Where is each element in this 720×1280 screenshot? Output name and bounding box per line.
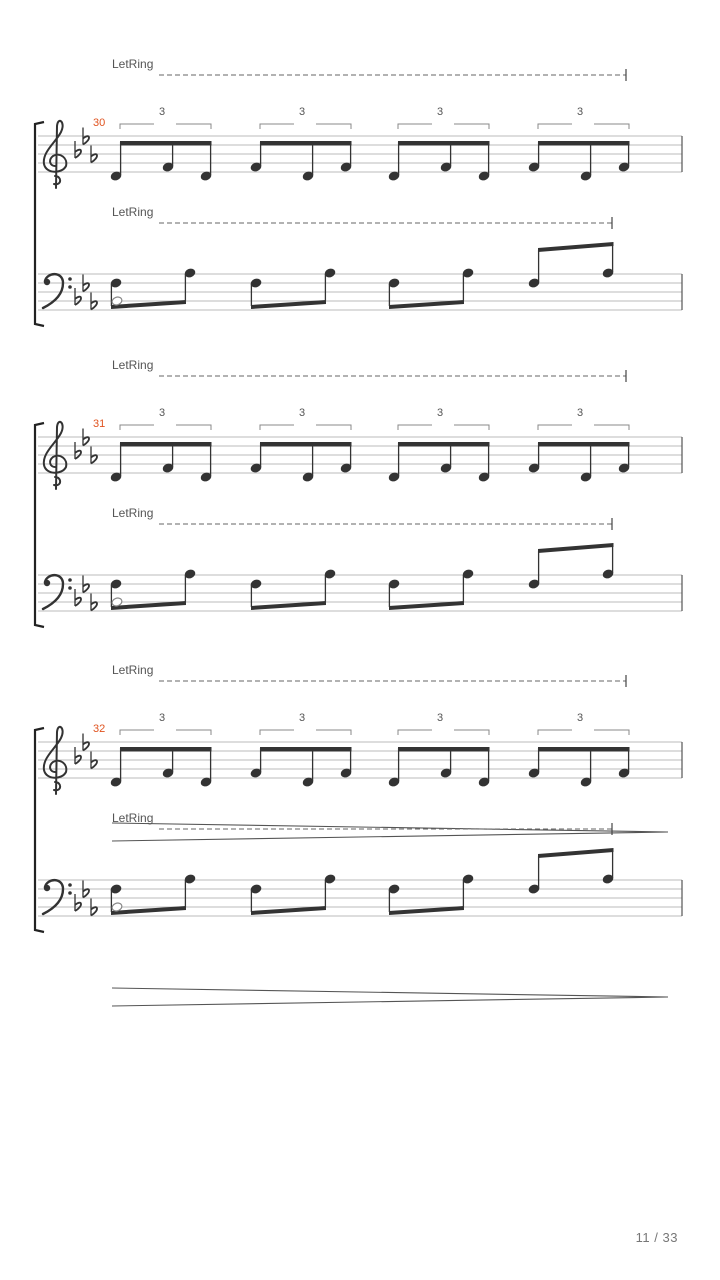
tuplet-bracket xyxy=(260,425,351,430)
page-total: 33 xyxy=(662,1230,678,1245)
flat-sign xyxy=(75,141,81,158)
treble-staff xyxy=(38,712,682,794)
bass-clef-dot xyxy=(68,891,72,895)
let-ring-marking xyxy=(112,205,612,229)
tuplet-number: 3 xyxy=(576,712,584,724)
flat-sign xyxy=(75,894,81,911)
measure-number: 32 xyxy=(93,723,106,735)
tuplet-bracket xyxy=(398,124,489,129)
bass-clef-dot xyxy=(68,883,72,887)
hairpin-lower-line xyxy=(112,832,668,841)
let-ring-label: LetRing xyxy=(112,57,154,71)
tuplet-number: 3 xyxy=(576,407,584,419)
tuplet-bracket xyxy=(260,124,351,129)
beam xyxy=(260,747,352,752)
flat-bowl xyxy=(91,154,97,162)
decrescendo-hairpin xyxy=(112,988,668,1006)
tuplet-number: 3 xyxy=(436,712,444,724)
tuplet-number: 3 xyxy=(158,106,166,118)
bass-staff xyxy=(38,543,682,611)
system-3 xyxy=(35,663,682,1006)
eighth-note-pair xyxy=(528,848,614,894)
bass-clef-dot xyxy=(68,285,72,289)
treble-staff xyxy=(38,407,682,489)
flat-bowl xyxy=(91,301,97,309)
treble-staff xyxy=(38,106,682,188)
beam xyxy=(538,141,630,146)
bass-clef-dot xyxy=(44,279,50,285)
system-1 xyxy=(35,57,682,326)
let-ring-marking xyxy=(112,358,626,382)
hairpin-lower-line xyxy=(112,997,668,1006)
bass-clef-icon xyxy=(43,575,72,609)
system-bracket xyxy=(35,728,44,932)
triplet-group xyxy=(110,407,212,482)
measure-number: 31 xyxy=(93,418,106,430)
beam xyxy=(538,848,614,858)
flat-sign xyxy=(75,288,81,305)
page-separator: / xyxy=(654,1230,659,1245)
bass-clef-icon xyxy=(43,274,72,308)
flat-bowl xyxy=(91,455,97,463)
triplet-group xyxy=(110,106,212,181)
bass-staff xyxy=(38,242,682,310)
beam xyxy=(120,141,212,146)
hairpin-upper-line xyxy=(112,988,668,997)
triplet-group xyxy=(528,712,630,787)
bass-clef-dot xyxy=(68,578,72,582)
beam xyxy=(538,543,614,553)
beam xyxy=(398,747,490,752)
tuplet-number: 3 xyxy=(158,407,166,419)
bass-staff xyxy=(38,848,682,916)
triplet-group xyxy=(528,407,630,482)
beam xyxy=(398,442,490,447)
flat-bowl xyxy=(91,760,97,768)
flat-sign xyxy=(75,442,81,459)
system-2 xyxy=(35,358,682,627)
tuplet-number: 3 xyxy=(436,106,444,118)
decrescendo-hairpin xyxy=(112,823,668,841)
hairpin-upper-line xyxy=(112,823,668,832)
beam xyxy=(260,442,352,447)
triplet-group xyxy=(388,106,490,181)
beam xyxy=(398,141,490,146)
flat-bowl xyxy=(83,136,89,144)
tuplet-bracket xyxy=(260,730,351,735)
flat-bowl xyxy=(83,889,89,897)
flat-bowl xyxy=(91,907,97,915)
triplet-group xyxy=(388,712,490,787)
flat-bowl xyxy=(83,437,89,445)
tuplet-number: 3 xyxy=(576,106,584,118)
tuplet-bracket xyxy=(120,425,211,430)
tuplet-number: 3 xyxy=(298,106,306,118)
eighth-note-pair xyxy=(528,242,614,288)
bass-clef-dot xyxy=(44,885,50,891)
page-current: 11 xyxy=(635,1230,651,1245)
page-indicator xyxy=(636,1230,678,1245)
tuplet-bracket xyxy=(538,730,629,735)
bass-clef-dot xyxy=(68,586,72,590)
triplet-group xyxy=(388,407,490,482)
flat-bowl xyxy=(83,584,89,592)
let-ring-label: LetRing xyxy=(112,663,154,677)
triplet-group xyxy=(110,712,212,787)
eighth-note-pair xyxy=(528,543,614,589)
tuplet-number: 3 xyxy=(158,712,166,724)
beam xyxy=(120,747,212,752)
tuplet-number: 3 xyxy=(298,407,306,419)
flat-sign xyxy=(75,589,81,606)
bass-clef-dot xyxy=(44,580,50,586)
let-ring-label: LetRing xyxy=(112,205,154,219)
triplet-group xyxy=(250,712,352,787)
tuplet-bracket xyxy=(120,730,211,735)
measure-number: 30 xyxy=(93,117,106,129)
flat-bowl xyxy=(83,742,89,750)
tuplet-number: 3 xyxy=(436,407,444,419)
system-bracket xyxy=(35,122,44,326)
beam xyxy=(538,442,630,447)
let-ring-label: LetRing xyxy=(112,811,154,825)
tuplet-bracket xyxy=(398,730,489,735)
bass-clef-icon xyxy=(43,880,72,914)
tuplet-number: 3 xyxy=(298,712,306,724)
tuplet-bracket xyxy=(538,124,629,129)
beam xyxy=(120,442,212,447)
tuplet-bracket xyxy=(398,425,489,430)
bass-clef-dot xyxy=(68,277,72,281)
tuplet-bracket xyxy=(538,425,629,430)
beam xyxy=(538,747,630,752)
triplet-group xyxy=(528,106,630,181)
tuplet-bracket xyxy=(120,124,211,129)
flat-bowl xyxy=(83,283,89,291)
flat-bowl xyxy=(91,602,97,610)
let-ring-marking xyxy=(112,506,612,530)
triplet-group xyxy=(250,407,352,482)
let-ring-marking xyxy=(112,811,612,835)
let-ring-label: LetRing xyxy=(112,358,154,372)
let-ring-label: LetRing xyxy=(112,506,154,520)
beam xyxy=(260,141,352,146)
system-bracket xyxy=(35,423,44,627)
let-ring-marking xyxy=(112,663,626,687)
triplet-group xyxy=(250,106,352,181)
flat-sign xyxy=(75,747,81,764)
beam xyxy=(538,242,614,252)
let-ring-marking xyxy=(112,57,626,81)
